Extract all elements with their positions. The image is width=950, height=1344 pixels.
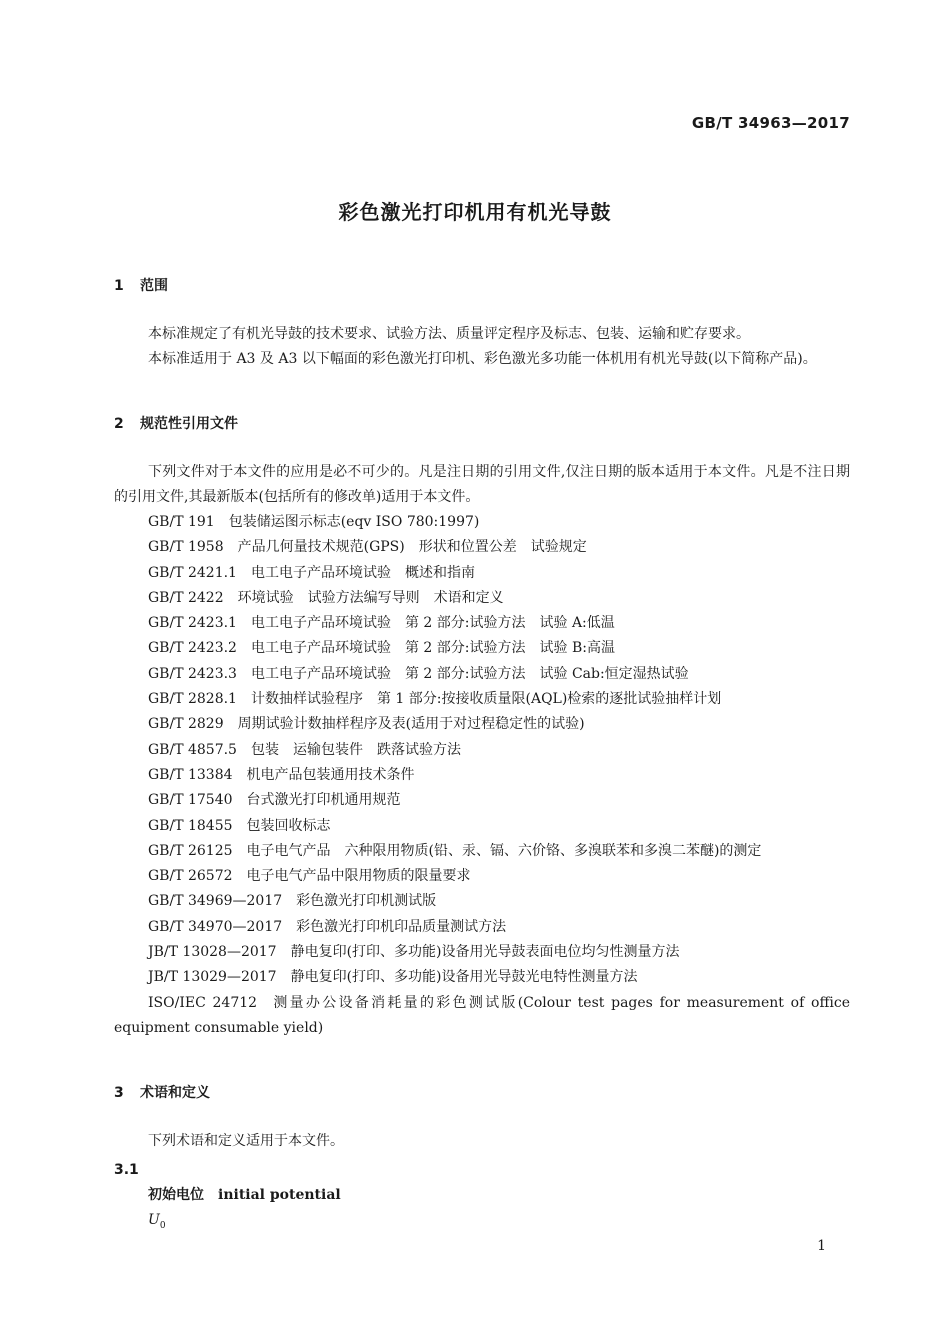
- reference-code: GB/T 2421.1: [148, 564, 237, 581]
- reference-code: ISO/IEC 24712: [148, 994, 258, 1011]
- document-title: 彩色激光打印机用有机光导鼓: [338, 200, 612, 224]
- term-name-en: initial potential: [218, 1187, 341, 1204]
- reference-title: 静电复印(打印、多功能)设备用光导鼓表面电位均匀性测量方法: [290, 944, 680, 961]
- reference-title: 计数抽样试验程序 第 1 部分:按接收质量限(AQL)检索的逐批试验抽样计划: [250, 691, 722, 708]
- document-body: [114, 276, 850, 1238]
- reference-code: GB/T 13384: [148, 766, 233, 783]
- reference-item: [114, 636, 850, 661]
- reference-item: [114, 738, 850, 763]
- section-title: 范围: [140, 278, 168, 294]
- reference-item: [114, 889, 850, 914]
- reference-title: 静电复印(打印、多功能)设备用光导鼓光电特性测量方法: [290, 969, 638, 986]
- reference-item: [114, 687, 850, 712]
- reference-title: 台式激光打印机通用规范: [246, 792, 401, 809]
- section-number: 2: [114, 416, 124, 432]
- section-heading: [114, 276, 850, 296]
- term-name: [114, 1182, 850, 1208]
- section-number: 1: [114, 278, 124, 294]
- reference-title: 电工电子产品环境试验 第 2 部分:试验方法 试验 A:低温: [250, 615, 615, 632]
- reference-title: 机电产品包装通用技术条件: [246, 766, 415, 783]
- reference-item: [114, 712, 850, 737]
- reference-title: 包装回收标志: [246, 817, 331, 834]
- reference-title: 彩色激光打印机测试版: [296, 893, 437, 910]
- reference-item: [114, 940, 850, 965]
- reference-list: [114, 510, 850, 1041]
- reference-item: [114, 611, 850, 636]
- reference-title: 测量办公设备消耗量的彩色测试版(Colour test pages for measurement of office equipment consumable yield): [114, 994, 851, 1036]
- reference-code: GB/T 4857.5: [148, 741, 237, 758]
- reference-code: GB/T 2829: [148, 716, 224, 733]
- reference-title: 彩色激光打印机印品质量测试方法: [296, 918, 507, 935]
- reference-code: GB/T 2422: [148, 589, 224, 606]
- term-number: 3.1: [114, 1162, 139, 1179]
- reference-item: [114, 864, 850, 889]
- reference-item: [114, 561, 850, 586]
- reference-item: [114, 839, 850, 864]
- reference-code: GB/T 2423.1: [148, 615, 237, 632]
- term-symbol-subscript: 0: [159, 1221, 166, 1232]
- reference-code: GB/T 191: [148, 514, 215, 530]
- paragraph: 下列文件对于本文件的应用是必不可少的。凡是注日期的引用文件,仅注日期的版本适用于本文件。凡是不注日期的引用文件,其最新版本(包括所有的修改单)适用于本文件。: [114, 464, 850, 505]
- standard-code: GB/T 34963—2017: [691, 114, 850, 132]
- reference-item: [114, 915, 850, 940]
- reference-code: GB/T 34969—2017: [148, 893, 283, 910]
- reference-code: JB/T 13029—2017: [148, 969, 277, 986]
- paragraph: 本标准适用于 A3 及 A3 以下幅面的彩色激光打印机、彩色激光多功能一体机用有机光导鼓(以下简称产品)。: [148, 351, 817, 367]
- reference-item: [114, 991, 850, 1042]
- reference-item: [114, 814, 850, 839]
- reference-code: GB/T 2423.3: [148, 665, 237, 682]
- reference-item: [114, 510, 850, 535]
- reference-code: GB/T 18455: [148, 817, 233, 834]
- reference-code: GB/T 17540: [148, 792, 233, 809]
- reference-title: 环境试验 试验方法编写导则 术语和定义: [237, 589, 504, 606]
- reference-title: 电子电气产品 六种限用物质(铅、汞、镉、六价铬、多溴联苯和多溴二苯醚)的测定: [246, 842, 762, 859]
- reference-code: GB/T 34970—2017: [148, 918, 283, 935]
- reference-title: 周期试验计数抽样程序及表(适用于对过程稳定性的试验): [237, 716, 585, 733]
- reference-item: [114, 965, 850, 990]
- reference-item: [114, 535, 850, 560]
- section-heading: [114, 1083, 850, 1103]
- reference-code: GB/T 2423.2: [148, 640, 237, 657]
- reference-code: GB/T 1958: [148, 539, 224, 556]
- term-symbol-base: U: [148, 1212, 160, 1229]
- reference-code: GB/T 26125: [148, 842, 233, 859]
- reference-title: 包装 运输包装件 跌落试验方法: [250, 741, 461, 758]
- reference-code: JB/T 13028—2017: [148, 944, 277, 961]
- reference-title: 包装储运图示标志(eqv ISO 780:1997): [228, 514, 480, 530]
- section-number: 3: [114, 1085, 124, 1102]
- reference-title: 产品几何量技术规范(GPS) 形状和位置公差 试验规定: [237, 539, 587, 556]
- reference-title: 电工电子产品环境试验 第 2 部分:试验方法 试验 B:高温: [250, 640, 615, 657]
- reference-item: [114, 662, 850, 687]
- reference-item: [114, 586, 850, 611]
- reference-item: [114, 788, 850, 813]
- section-title: 术语和定义: [140, 1085, 210, 1102]
- reference-title: 电工电子产品环境试验 概述和指南: [250, 564, 475, 581]
- reference-title: 电工电子产品环境试验 第 2 部分:试验方法 试验 Cab:恒定湿热试验: [250, 665, 689, 682]
- section-title: 规范性引用文件: [140, 416, 238, 432]
- page-number: 1: [817, 1238, 826, 1254]
- term-symbol: [114, 1208, 850, 1238]
- reference-title: 电子电气产品中限用物质的限量要求: [246, 868, 471, 885]
- section-heading: [114, 414, 850, 434]
- paragraph: 下列术语和定义适用于本文件。: [148, 1133, 344, 1150]
- reference-item: [114, 763, 850, 788]
- term-name-zh: 初始电位: [148, 1187, 204, 1204]
- reference-code: GB/T 26572: [148, 868, 233, 885]
- paragraph: 本标准规定了有机光导鼓的技术要求、试验方法、质量评定程序及标志、包装、运输和贮存要求。: [148, 326, 750, 342]
- reference-code: GB/T 2828.1: [148, 691, 237, 708]
